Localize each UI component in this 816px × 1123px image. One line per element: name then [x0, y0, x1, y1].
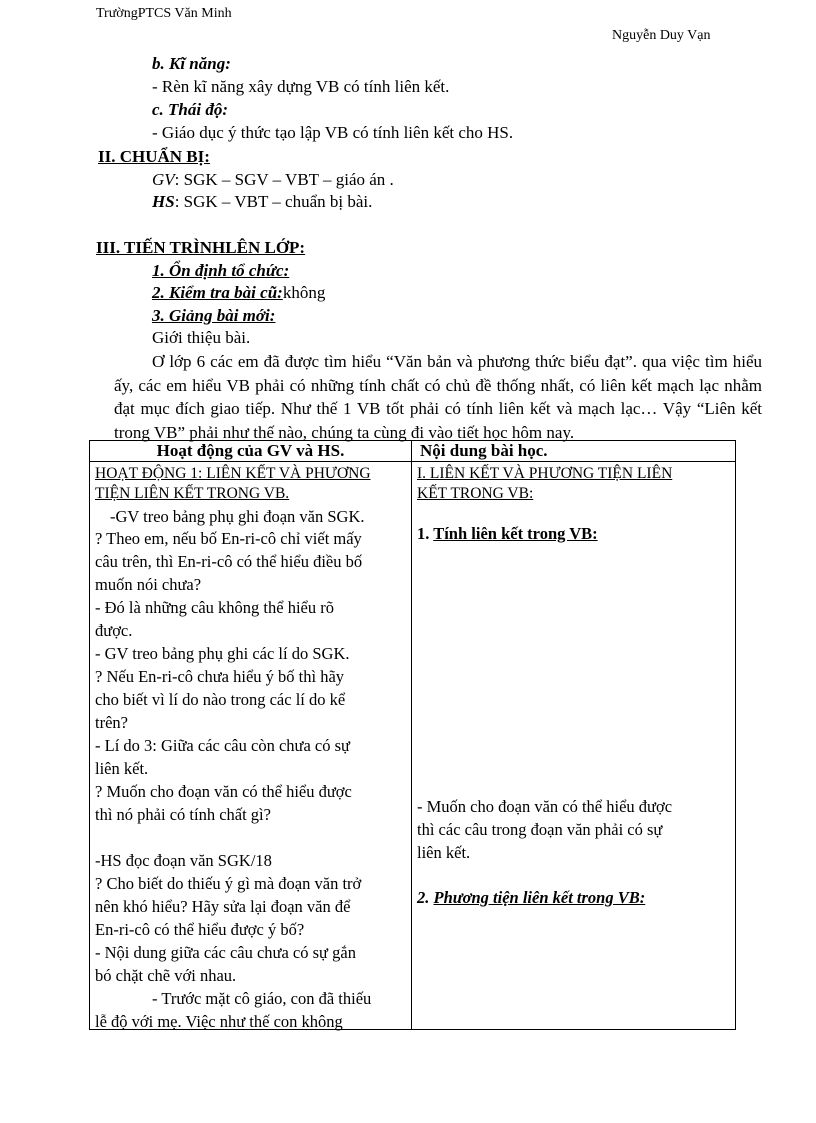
step-1: 1. Ổn định tổ chức: [152, 261, 290, 280]
answer-line: thì các câu trong đoạn văn phải có sự [417, 820, 663, 839]
activity-line: - Lí do 3: Giữa các câu còn chưa có sự [95, 736, 350, 755]
subsection-1-text: Tính liên kết trong VB: [433, 524, 598, 543]
subsection-2-num: 2. [417, 888, 434, 907]
attitude-item: - Giáo dục ý thức tạo lập VB có tính liên kết cho HS. [152, 123, 514, 142]
activity-line: muốn nói chưa? [95, 575, 202, 594]
section-title-line1: I. LIÊN KẾT VÀ PHƯƠNG TIỆN LIÊN [417, 465, 673, 482]
attitude-heading: c. Thái độ: [152, 100, 229, 119]
activity-line: câu trên, thì En-ri-cô có thể hiểu điều bố [95, 552, 363, 571]
subsection-2-title [417, 888, 645, 908]
activity-line: được. [95, 621, 133, 640]
preparation-hs [152, 192, 372, 212]
answer-line: - Muốn cho đoạn văn có thể hiểu được [417, 797, 673, 816]
author-name: Nguyễn Duy Vạn [612, 28, 711, 43]
activity-line: ? Muốn cho đoạn văn có thể hiểu được [95, 782, 352, 801]
intro-paragraph: Ơ lớp 6 các em đã được tìm hiểu “Văn bản và phương thức biểu đạt”. qua việc tìm hiểu ấy, các em hiểu VB phải có những tính chất có chủ đề thống nhất, có liên kết mạch lạc nhằm đạt mục đích giao tiếp. Như thế 1 VB tốt phải có tính liên kết và mạch lạc… Vậy “Liên kết trong VB” phải như thế nào, chúng ta cùng đi vào tiết học hôm nay. [114, 352, 762, 442]
col-header-activities: Hoạt động của GV và HS. [90, 441, 412, 462]
step-2 [152, 283, 325, 303]
subsection-1-title [417, 524, 598, 544]
activity-line: -GV treo bảng phụ ghi đoạn văn SGK. [110, 507, 365, 526]
activity-line: lễ độ với mẹ. Việc như thế con không [95, 1012, 343, 1031]
answer-line: liên kết. [417, 843, 471, 862]
hs-text: : SGK – VBT – chuẩn bị bài. [174, 192, 373, 211]
gv-text: : SGK – SGV – VBT – giáo án . [174, 170, 394, 189]
activity-heading-line: HOẠT ĐỘNG 1: LIÊN KẾT VÀ PHƯƠNG [95, 465, 371, 482]
activity-line: - Trước mặt cô giáo, con đã thiếu [152, 989, 372, 1008]
subsection-1-num: 1. [417, 524, 434, 543]
lesson-table [89, 440, 736, 1030]
activity-line: thì nó phải có tính chất gì? [95, 805, 271, 824]
activity-line: nên khó hiểu? Hãy sửa lại đoạn văn để [95, 897, 351, 916]
activity-line: trên? [95, 713, 128, 732]
skills-heading: b. Kĩ năng: [152, 54, 231, 73]
preparation-heading: II. CHUẨN BỊ: [98, 147, 210, 166]
preparation-gv [152, 170, 394, 190]
activities-cell [90, 462, 412, 1030]
activity-line: -HS đọc đoạn văn SGK/18 [95, 851, 272, 870]
step-2-value: không [282, 283, 326, 302]
activity-line: ? Theo em, nếu bố En-ri-cô chỉ viết mấy [95, 529, 362, 548]
gv-label: GV [152, 170, 175, 189]
hs-label: HS [152, 192, 175, 211]
activity-line: bó chặt chẽ với nhau. [95, 966, 237, 985]
step-3: 3. Giảng bài mới: [152, 306, 276, 325]
step-2-label: 2. Kiểm tra bài cũ: [152, 283, 283, 302]
activity-line: ? Cho biết do thiếu ý gì mà đoạn văn trở [95, 874, 362, 893]
section-title-line2: KẾT TRONG VB: [417, 485, 534, 502]
activity-line: cho biết vì lí do nào trong các lí do kể [95, 690, 346, 709]
activity-line: ? Nếu En-ri-cô chưa hiểu ý bố thì hãy [95, 667, 345, 686]
content-cell [412, 462, 736, 1030]
school-name: TrườngPTCS Văn Minh [96, 6, 232, 21]
procedure-heading: III. TIẾN TRÌNHLÊN LỚP: [96, 238, 306, 257]
activity-line: liên kết. [95, 759, 149, 778]
subsection-2-text: Phương tiện liên kết trong VB: [433, 888, 646, 907]
activity-heading-line: TIỆN LIÊN KẾT TRONG VB. [95, 485, 290, 502]
activity-line: En-ri-cô có thể hiểu được ý bố? [95, 920, 305, 939]
activity-line: - Đó là những câu không thể hiểu rõ [95, 598, 334, 617]
col-header-content: Nội dung bài học. [412, 441, 736, 462]
activity-line: - Nội dung giữa các câu chưa có sự gắn [95, 943, 356, 962]
skills-item: - Rèn kĩ năng xây dựng VB có tính liên kết. [152, 77, 450, 96]
activity-line: - GV treo bảng phụ ghi các lí do SGK. [95, 644, 350, 663]
intro-text: Giới thiệu bài. [152, 328, 251, 347]
